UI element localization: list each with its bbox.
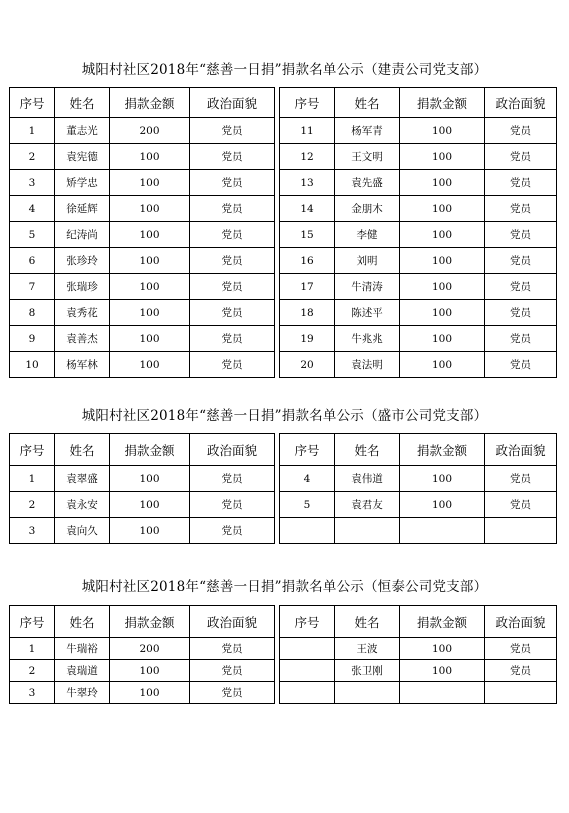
cell-political-status: 党员 <box>485 638 557 660</box>
cell-no: 9 <box>10 326 55 352</box>
cell-no: 10 <box>10 352 55 378</box>
cell-name: 袁先盛 <box>335 170 400 196</box>
cell-amount: 100 <box>110 518 190 544</box>
header-name: 姓名 <box>335 434 400 466</box>
donation-table-jianze <box>9 87 557 378</box>
table-row <box>10 222 557 248</box>
cell-political-status: 党员 <box>190 222 275 248</box>
cell-name: 袁秀花 <box>55 300 110 326</box>
header-political-status: 政治面貌 <box>190 88 275 118</box>
cell-amount: 100 <box>110 170 190 196</box>
cell-no: 17 <box>280 274 335 300</box>
cell-political-status: 党员 <box>485 118 557 144</box>
cell-amount: 100 <box>110 466 190 492</box>
cell-no: 4 <box>10 196 55 222</box>
cell-amount: 100 <box>400 118 485 144</box>
header-amount: 捐款金额 <box>400 434 485 466</box>
cell-political-status: 党员 <box>485 352 557 378</box>
cell-political-status: 党员 <box>485 466 557 492</box>
header-name: 姓名 <box>335 88 400 118</box>
table-title: 城阳村社区2018年“慈善一日捐”捐款名单公示（盛市公司党支部） <box>81 408 488 424</box>
cell-no: 1 <box>10 118 55 144</box>
cell-name: 袁君友 <box>335 492 400 518</box>
header-political-status: 政治面貌 <box>485 88 557 118</box>
cell-political-status: 党员 <box>190 352 275 378</box>
cell-no: 6 <box>10 248 55 274</box>
cell-no: 19 <box>280 326 335 352</box>
cell-no <box>280 638 335 660</box>
header-political-status: 政治面貌 <box>190 606 275 638</box>
table-row <box>10 638 557 660</box>
cell-name: 纪涛尚 <box>55 222 110 248</box>
cell-political-status: 党员 <box>190 466 275 492</box>
cell-name: 张卫刚 <box>335 660 400 682</box>
cell-amount: 200 <box>110 638 190 660</box>
header-political-status: 政治面貌 <box>485 606 557 638</box>
cell-amount: 100 <box>110 326 190 352</box>
table-header-row <box>10 606 557 638</box>
table-row <box>10 492 557 518</box>
cell-political-status: 党员 <box>190 660 275 682</box>
cell-name: 牛清涛 <box>335 274 400 300</box>
donation-table-hengtai <box>9 605 557 704</box>
cell-amount: 100 <box>400 274 485 300</box>
table-title: 城阳村社区2018年“慈善一日捐”捐款名单公示（建责公司党支部） <box>81 62 488 78</box>
cell-no: 16 <box>280 248 335 274</box>
cell-name: 张珍玲 <box>55 248 110 274</box>
cell-no: 5 <box>280 492 335 518</box>
cell-name: 袁永安 <box>55 492 110 518</box>
header-amount: 捐款金额 <box>110 434 190 466</box>
table-header-row <box>10 88 557 118</box>
cell-no: 18 <box>280 300 335 326</box>
table-row <box>10 326 557 352</box>
table-row <box>10 352 557 378</box>
cell-no: 2 <box>10 144 55 170</box>
cell-name: 陈述平 <box>335 300 400 326</box>
cell-name: 李健 <box>335 222 400 248</box>
cell-no: 5 <box>10 222 55 248</box>
cell-name: 杨军林 <box>55 352 110 378</box>
cell-political-status: 党员 <box>485 222 557 248</box>
table-row <box>10 144 557 170</box>
cell-name <box>335 682 400 704</box>
cell-no: 20 <box>280 352 335 378</box>
cell-no <box>280 660 335 682</box>
cell-amount <box>400 682 485 704</box>
cell-name: 袁善杰 <box>55 326 110 352</box>
donation-table-shengshi <box>9 433 557 544</box>
cell-political-status: 党员 <box>190 118 275 144</box>
cell-amount: 100 <box>400 300 485 326</box>
cell-no: 3 <box>10 518 55 544</box>
header-amount: 捐款金额 <box>110 606 190 638</box>
header-no: 序号 <box>10 606 55 638</box>
cell-no: 8 <box>10 300 55 326</box>
cell-name: 牛翠玲 <box>55 682 110 704</box>
table-row <box>10 518 557 544</box>
cell-amount: 100 <box>400 170 485 196</box>
cell-amount: 100 <box>400 492 485 518</box>
cell-no: 13 <box>280 170 335 196</box>
table-row <box>10 196 557 222</box>
header-no: 序号 <box>10 88 55 118</box>
cell-name: 刘明 <box>335 248 400 274</box>
cell-political-status <box>485 682 557 704</box>
cell-name: 杨军青 <box>335 118 400 144</box>
cell-name: 袁瑞道 <box>55 660 110 682</box>
cell-political-status: 党员 <box>485 274 557 300</box>
header-no: 序号 <box>280 606 335 638</box>
cell-political-status: 党员 <box>190 274 275 300</box>
cell-political-status: 党员 <box>485 144 557 170</box>
cell-name: 王文明 <box>335 144 400 170</box>
cell-political-status: 党员 <box>190 170 275 196</box>
cell-name: 徐延辉 <box>55 196 110 222</box>
cell-political-status: 党员 <box>190 492 275 518</box>
cell-amount: 100 <box>400 248 485 274</box>
table-row <box>10 682 557 704</box>
header-amount: 捐款金额 <box>400 88 485 118</box>
cell-amount: 200 <box>110 118 190 144</box>
table-header-row <box>10 434 557 466</box>
cell-political-status: 党员 <box>190 144 275 170</box>
table-title: 城阳村社区2018年“慈善一日捐”捐款名单公示（恒泰公司党支部） <box>81 579 488 595</box>
cell-no <box>280 518 335 544</box>
table-body <box>10 118 557 378</box>
cell-amount: 100 <box>110 274 190 300</box>
cell-no: 14 <box>280 196 335 222</box>
cell-no: 12 <box>280 144 335 170</box>
header-name: 姓名 <box>55 606 110 638</box>
cell-political-status: 党员 <box>190 248 275 274</box>
header-no: 序号 <box>280 434 335 466</box>
cell-amount: 100 <box>110 492 190 518</box>
cell-no: 11 <box>280 118 335 144</box>
cell-political-status: 党员 <box>190 518 275 544</box>
cell-amount: 100 <box>400 144 485 170</box>
cell-political-status <box>485 518 557 544</box>
cell-no: 3 <box>10 682 55 704</box>
cell-amount: 100 <box>400 466 485 492</box>
cell-political-status: 党员 <box>485 300 557 326</box>
cell-political-status: 党员 <box>485 660 557 682</box>
cell-no: 2 <box>10 660 55 682</box>
cell-amount: 100 <box>110 196 190 222</box>
cell-amount: 100 <box>110 248 190 274</box>
cell-amount: 100 <box>400 638 485 660</box>
header-amount: 捐款金额 <box>110 88 190 118</box>
cell-name: 董志光 <box>55 118 110 144</box>
cell-amount: 100 <box>400 660 485 682</box>
table-body <box>10 638 557 704</box>
cell-name: 王波 <box>335 638 400 660</box>
cell-no: 1 <box>10 638 55 660</box>
header-no: 序号 <box>280 88 335 118</box>
table-row <box>10 118 557 144</box>
cell-no <box>280 682 335 704</box>
header-amount: 捐款金额 <box>400 606 485 638</box>
table-row <box>10 248 557 274</box>
cell-name: 矫学忠 <box>55 170 110 196</box>
cell-name <box>335 518 400 544</box>
table-row <box>10 466 557 492</box>
cell-amount: 100 <box>400 222 485 248</box>
cell-amount: 100 <box>110 352 190 378</box>
header-no: 序号 <box>10 434 55 466</box>
table-row <box>10 660 557 682</box>
cell-amount: 100 <box>110 682 190 704</box>
cell-name: 袁宪德 <box>55 144 110 170</box>
cell-name: 袁向久 <box>55 518 110 544</box>
cell-amount: 100 <box>400 196 485 222</box>
cell-political-status: 党员 <box>485 326 557 352</box>
header-name: 姓名 <box>335 606 400 638</box>
cell-amount: 100 <box>400 326 485 352</box>
cell-name: 袁伟道 <box>335 466 400 492</box>
table-body <box>10 466 557 544</box>
cell-name: 袁翠盛 <box>55 466 110 492</box>
header-name: 姓名 <box>55 88 110 118</box>
cell-amount: 100 <box>110 144 190 170</box>
cell-name: 袁法明 <box>335 352 400 378</box>
table-row <box>10 300 557 326</box>
cell-political-status: 党员 <box>190 326 275 352</box>
cell-amount <box>400 518 485 544</box>
header-political-status: 政治面貌 <box>190 434 275 466</box>
header-political-status: 政治面貌 <box>485 434 557 466</box>
cell-no: 3 <box>10 170 55 196</box>
cell-no: 4 <box>280 466 335 492</box>
cell-political-status: 党员 <box>190 682 275 704</box>
cell-amount: 100 <box>110 222 190 248</box>
cell-political-status: 党员 <box>190 196 275 222</box>
cell-no: 15 <box>280 222 335 248</box>
cell-no: 7 <box>10 274 55 300</box>
cell-name: 牛兆兆 <box>335 326 400 352</box>
cell-name: 牛瑞裕 <box>55 638 110 660</box>
cell-political-status: 党员 <box>485 492 557 518</box>
table-row <box>10 170 557 196</box>
cell-no: 1 <box>10 466 55 492</box>
cell-no: 2 <box>10 492 55 518</box>
cell-political-status: 党员 <box>190 638 275 660</box>
cell-name: 张瑞珍 <box>55 274 110 300</box>
cell-political-status: 党员 <box>485 170 557 196</box>
cell-political-status: 党员 <box>485 248 557 274</box>
cell-amount: 100 <box>400 352 485 378</box>
header-name: 姓名 <box>55 434 110 466</box>
table-row <box>10 274 557 300</box>
cell-amount: 100 <box>110 660 190 682</box>
cell-political-status: 党员 <box>485 196 557 222</box>
cell-name: 金朋木 <box>335 196 400 222</box>
cell-amount: 100 <box>110 300 190 326</box>
cell-political-status: 党员 <box>190 300 275 326</box>
